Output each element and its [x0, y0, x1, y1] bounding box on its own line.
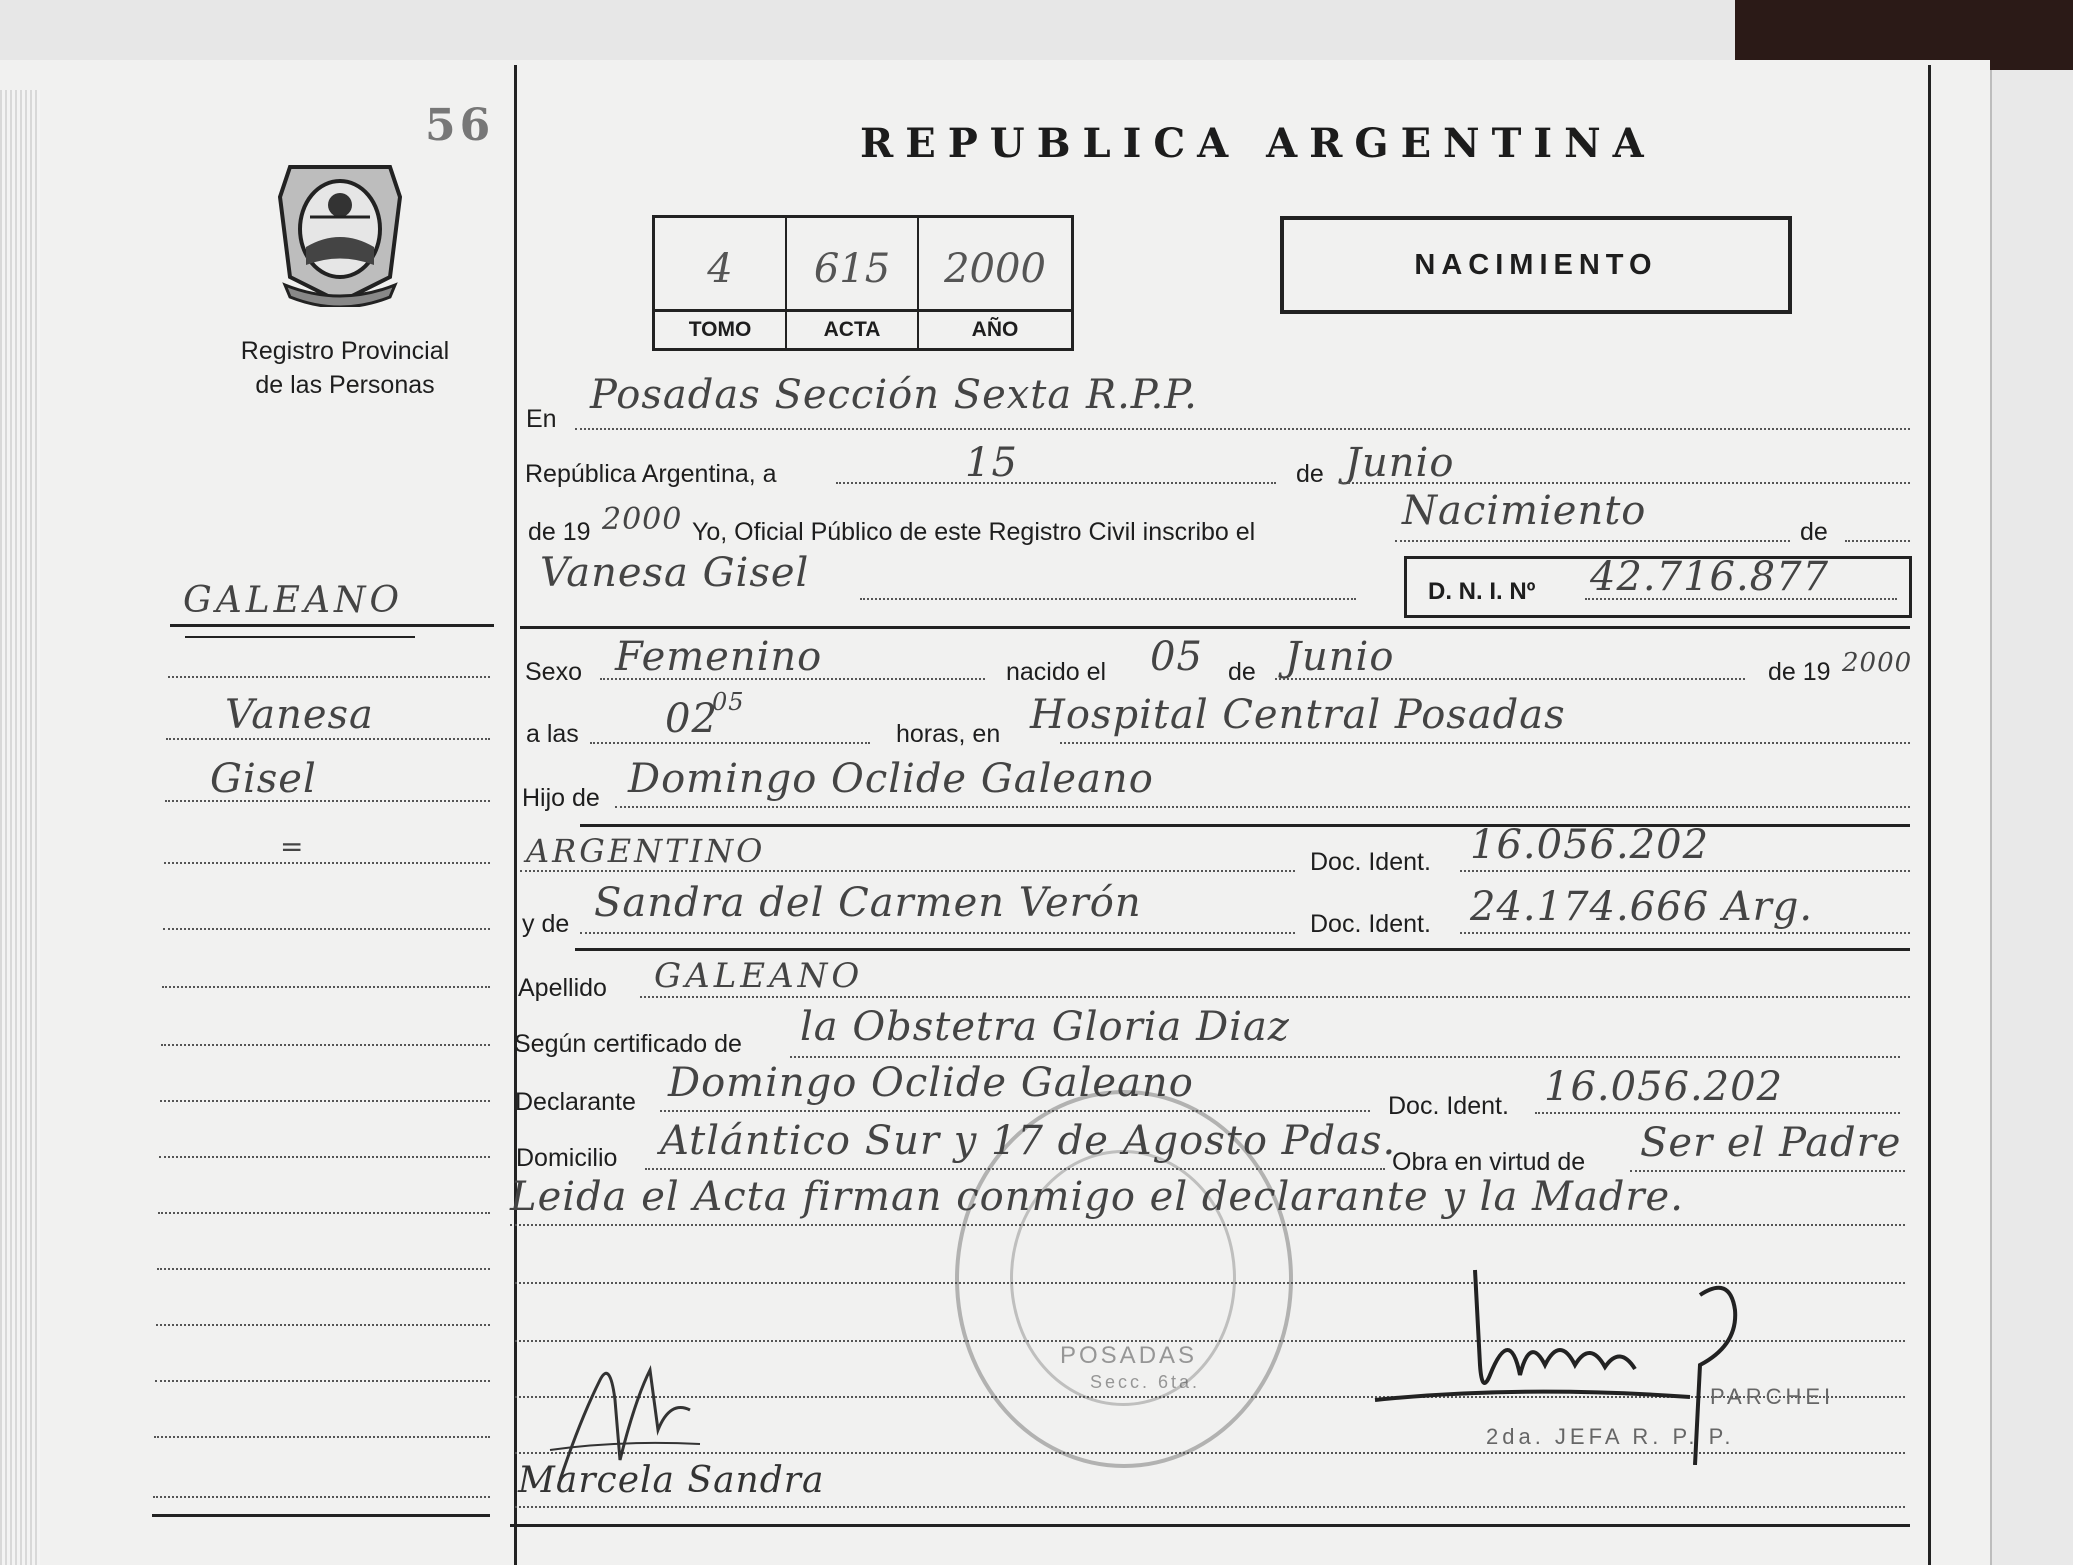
- birth-month-value: Junio: [1285, 634, 1395, 680]
- birth-de19-label: de 19: [1768, 658, 1831, 686]
- stamp-city: POSADAS: [1060, 1342, 1198, 1369]
- obra-label: Obra en virtud de: [1392, 1148, 1586, 1176]
- nacido-label: nacido el: [1006, 658, 1107, 686]
- madre-value: Sandra del Carmen Verón: [594, 880, 1142, 926]
- horas-label: horas, en: [896, 720, 1001, 748]
- registry-line1: Registro Provincial: [240, 337, 450, 365]
- margin-name-2: Gisel: [210, 756, 317, 802]
- de-label: de: [1296, 460, 1324, 488]
- record-type-box: NACIMIENTO: [1280, 216, 1792, 314]
- certificado-value: la Obstetra Gloria Diaz: [800, 1004, 1290, 1050]
- certificado-label: Según certificado de: [514, 1030, 742, 1058]
- madre-rule: [575, 948, 1910, 951]
- madre-doc-line: [1460, 932, 1910, 934]
- margin-line: [157, 1268, 490, 1270]
- month-line: [1340, 482, 1910, 484]
- inscribo-line: [1395, 540, 1790, 542]
- inscribo-value: Nacimiento: [1402, 488, 1647, 534]
- margin-line: [155, 1380, 490, 1382]
- padre-doc-line: [1460, 870, 1910, 872]
- declarante-doc-label: Doc. Ident.: [1388, 1092, 1509, 1120]
- acta-cell: [787, 218, 919, 348]
- name-line: [860, 598, 1356, 600]
- en-line: [575, 428, 1910, 430]
- next-page-edge: [1990, 70, 2073, 1565]
- margin-line: [166, 738, 490, 740]
- domicilio-label: Domicilio: [516, 1144, 618, 1172]
- lugar-value: Hospital Central Posadas: [1030, 692, 1566, 738]
- hijo-label: Hijo de: [522, 784, 600, 812]
- margin-line: [156, 1324, 490, 1326]
- book-page-edges: [0, 90, 40, 1565]
- birth-month-line: [1275, 678, 1745, 680]
- y-de-label: y de: [522, 910, 570, 938]
- margin-line: [165, 800, 490, 802]
- a-las-label: a las: [526, 720, 579, 748]
- declarante-doc-value: 16.056.202: [1544, 1064, 1784, 1110]
- apellido-value: GALEANO: [654, 956, 864, 996]
- dni-label: D. N. I. Nº: [1428, 578, 1536, 605]
- dni-line: [1585, 598, 1897, 600]
- republica-label: República Argentina, a: [525, 460, 777, 488]
- birth-de-label: de: [1228, 658, 1256, 686]
- apellido-line: [640, 996, 1910, 998]
- day-value: 15: [965, 440, 1018, 486]
- de-end-line: [1845, 540, 1910, 542]
- margin-surname-underline: [185, 636, 415, 638]
- margin-surname-line: [170, 624, 494, 627]
- margin-line: [154, 1436, 490, 1438]
- obra-value: Ser el Padre: [1640, 1120, 1902, 1166]
- nacionalidad-line: [520, 870, 1295, 872]
- padre-nacionalidad-value: ARGENTINO: [526, 832, 766, 870]
- tomo-cell: [655, 218, 787, 348]
- birth-day-value: 05: [1150, 634, 1203, 680]
- declarante-label: Declarante: [515, 1088, 636, 1116]
- certificado-line: [790, 1056, 1900, 1058]
- bottom-rule: [510, 1524, 1910, 1527]
- declarante-line: [660, 1110, 1370, 1112]
- birth-year-value: 2000: [1842, 648, 1913, 678]
- domicilio-value: Atlántico Sur y 17 de Agosto Pdas.: [660, 1118, 1397, 1164]
- madre-line: [580, 932, 1295, 934]
- de19-label: de 19: [528, 518, 591, 546]
- month-value: Junio: [1345, 440, 1455, 486]
- minutos-value: 05: [712, 688, 745, 716]
- nota-value: Leida el Acta firman conmigo el declarante y la Madre.: [510, 1174, 1684, 1220]
- tomo-label: TOMO: [655, 309, 785, 348]
- margin-line: [168, 676, 490, 678]
- padre-value: Domingo Oclide Galeano: [628, 756, 1154, 802]
- day-line: [836, 482, 1276, 484]
- ano-value: 2000: [944, 246, 1046, 292]
- ano-label: AÑO: [919, 309, 1071, 348]
- yo-label: Yo, Oficial Público de este Registro Civil inscribo el: [692, 518, 1256, 546]
- margin-line: [163, 928, 490, 930]
- declarante-doc-line: [1535, 1112, 1900, 1114]
- right-signature-title: 2da. JEFA R. P. P.: [1486, 1424, 1735, 1449]
- margin-line: [161, 1044, 490, 1046]
- margin-bottom-line: [152, 1514, 490, 1517]
- de-end-label: de: [1800, 518, 1828, 546]
- margin-name-1: Vanesa: [225, 692, 374, 738]
- madre-doc-value: 24.174.666 Arg.: [1470, 884, 1814, 930]
- right-border: [1928, 65, 1931, 1565]
- margin-name-3: =: [280, 830, 305, 863]
- year-value: 2000: [602, 502, 683, 537]
- stamp-section: Secc. 6ta.: [1090, 1372, 1201, 1392]
- margin-line: [160, 1100, 490, 1102]
- dni-value: 42.716.877: [1590, 554, 1830, 600]
- name-value: Vanesa Gisel: [540, 550, 810, 596]
- padre-doc-label: Doc. Ident.: [1310, 848, 1431, 876]
- hora-line: [590, 742, 870, 744]
- section-rule: [520, 626, 1910, 629]
- record-number-table: [652, 215, 1074, 351]
- registry-name: [200, 334, 490, 402]
- en-value: Posadas Sección Sexta R.P.P.: [590, 372, 1198, 418]
- blank-line: [515, 1506, 1905, 1508]
- padre-line: [615, 806, 1910, 808]
- margin-line: [153, 1496, 490, 1498]
- margin-line: [162, 986, 490, 988]
- page-number: 56: [425, 100, 495, 151]
- sexo-label: Sexo: [525, 658, 582, 686]
- left-signature-text: Marcela Sandra: [518, 1460, 825, 1501]
- padre-doc-value: 16.056.202: [1470, 822, 1710, 868]
- margin-line: [159, 1156, 490, 1158]
- obra-line: [1630, 1170, 1905, 1172]
- lugar-line: [1060, 742, 1910, 744]
- margin-line: [164, 862, 490, 864]
- margin-line: [158, 1212, 490, 1214]
- provincia-misiones-seal-icon: [270, 157, 410, 307]
- en-label: En: [526, 405, 557, 433]
- right-signature-name: PARCHEI: [1710, 1384, 1835, 1409]
- sexo-line: [600, 678, 985, 680]
- sexo-value: Femenino: [615, 634, 823, 680]
- hora-value: 02: [665, 696, 718, 742]
- margin-surname: GALEANO: [183, 580, 403, 621]
- apellido-label: Apellido: [518, 974, 607, 1002]
- ano-cell: [919, 218, 1071, 348]
- acta-label: ACTA: [787, 309, 917, 348]
- document-title: REPUBLICA ARGENTINA: [860, 120, 1656, 167]
- acta-value: 615: [813, 246, 891, 292]
- madre-doc-label: Doc. Ident.: [1310, 910, 1431, 938]
- background-page-strip: [0, 0, 1735, 60]
- registry-line2: de las Personas: [255, 371, 435, 399]
- declarante-value: Domingo Oclide Galeano: [668, 1060, 1194, 1106]
- padre-rule: [580, 824, 1910, 827]
- tomo-value: 4: [707, 246, 733, 292]
